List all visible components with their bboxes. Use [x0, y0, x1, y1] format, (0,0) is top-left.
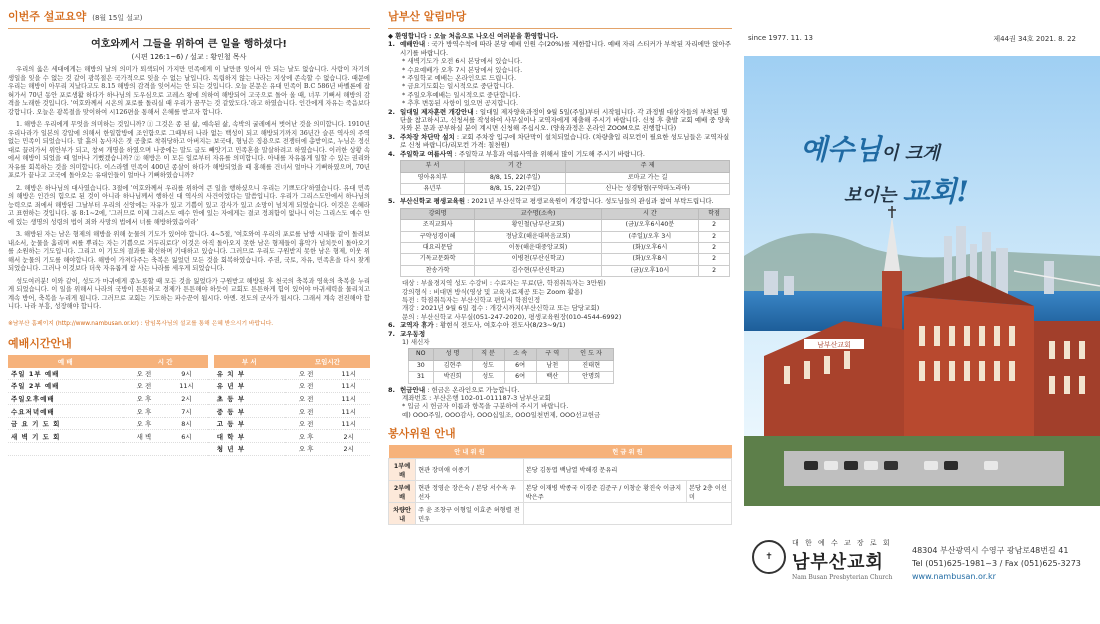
summer-cell: 영아유치부: [401, 172, 465, 183]
course-cell: 황인철(남부산교회): [475, 220, 601, 231]
notice-text: : 국가 방역수칙에 따라 본당 예배 인원 수(20%)를 제한합니다. 예배 자리 스티커가 부착된 자리에만 앉아주시기를 바랍니다.: [400, 40, 732, 57]
worship-time: 9시: [165, 368, 208, 380]
course-cell: 이병천(부산신학교): [475, 254, 601, 265]
course-cell: 조직교회사: [401, 220, 475, 231]
family-cell: 남천: [536, 360, 568, 371]
notices-column: [388, 8, 732, 620]
notice-item: [388, 150, 732, 158]
sermon-title: 여호와께서 그들을 위하여 큰 일을 행하셨다!: [91, 39, 287, 50]
family-cell: 김현주: [433, 360, 472, 371]
course-row: [401, 265, 730, 276]
summer-head-cell: 주 제: [566, 161, 730, 172]
notice-subline: * 추후 변동된 사항이 있으면 공지합니다.: [402, 99, 519, 108]
service-offering: 본당 이재병 박종국 이경준 김준구 / 이창순 황진숙 이금지 박은주: [523, 481, 686, 503]
worship-service: 금 요 기 도 회: [8, 417, 123, 430]
service-label: 2부예배: [389, 481, 416, 503]
notice-title: 교우동정: [400, 329, 426, 338]
divider: [8, 28, 370, 29]
family-cell: 안명희: [568, 372, 614, 383]
notices-body: [388, 32, 732, 419]
worship-time: 2시: [165, 392, 208, 405]
family-cell: 진태현: [568, 360, 614, 371]
notice-number: 3.: [388, 132, 395, 141]
notice-number: 5.: [388, 197, 395, 206]
worship-head-time: 시 간: [123, 355, 208, 368]
offering-line: 계좌번호 : 부산은행 102-01-011187-3 남부산교회: [402, 394, 551, 403]
dept-ampm: 오 전: [285, 405, 328, 418]
notice-subline: * 새벽기도가 오전 6시 본당에서 있습니다.: [402, 57, 523, 66]
service-head-guide: 안 내 위 원: [416, 445, 524, 459]
service-team-table: [388, 445, 732, 525]
notice-item: [388, 133, 732, 150]
slogan-small-2: 보이는: [844, 185, 903, 206]
family-head-cell: 인 도 자: [568, 349, 614, 360]
family-table: [408, 348, 614, 383]
service-row: [389, 459, 732, 481]
sermon-header: [8, 8, 370, 24]
notice-number: 6.: [388, 321, 395, 330]
dept-time: 11시: [327, 405, 370, 418]
dept-ampm: 오 후: [285, 430, 328, 443]
worship-head-service: 예 배: [8, 355, 123, 368]
summer-cell: 8/8, 15, 22(주일): [464, 183, 565, 194]
course-cell: 정남호(해운대복음교회): [475, 231, 601, 242]
issue-label: 제44권 34호 2021. 8. 22: [993, 35, 1076, 43]
divider: [388, 28, 732, 29]
sermon-paragraph: 1. 해방은 우리에게 무엇을 의미하는 것입니까? ① 그것은 종 된 삶, 예속된 삶, 속박의 굴레에서 벗어난 것을 의미합니다. 1910년 우리나라가 일본의 강압에 의해서 한일합방에 조인함으로 그때부터 나라 없는 백성이 되고 해방되기까지 36년간 슬픈 역사의 주역 없는 민족이 되었습니다. 말 흙의 농사자은 겻 공출로 착취당하고 아버지는 보국대, 형님은 징용으로 전쟁터에 총받이로, 누님은 정신대로 끌려가서 위안부가 되고, 창씨 개명을 하였으며 나중에는 말도 글도 빼앗기고 민족혼을 말살하려고 하였습니다. 이러한 상황 속에서 해방이 되었을 때 얼마나 기뻤겠습니까? ② 해방은 이 모든 일로부터 자유를 의미합니다. 아내를 자유롭게 일할 수 있는 권리와 자유를 회복하는 것을 의미합니다. 이스라엘 민족이 400년 종살이 하다가 해방되었을 때 홍해를 건너서 얼마나 기뻐하였으며, 70년 포로가 끝나고 고국에 돌아오는 유대인들이 얼마나 기뻐하였습니까?: [8, 121, 370, 179]
worship-service: 주일 2부 예배: [8, 380, 123, 393]
notice-text: : 2021년 부산신학교 평생교육원이 개강합니다. 성도님들의 관심과 참여 부탁드립니다.: [467, 197, 714, 206]
worship-time: [165, 443, 208, 456]
service-offering: 본당 김동엽 백남열 박해경 문유리: [523, 459, 731, 481]
course-cell: 2: [699, 265, 730, 276]
summer-cell: 8/8, 15, 22(주일): [464, 172, 565, 183]
family-cell: 31: [409, 372, 434, 383]
worship-service: 새 벽 기 도 회: [8, 430, 123, 443]
cover-footer: [736, 532, 1100, 624]
offering-lines: [388, 394, 732, 419]
summer-row: [401, 172, 730, 183]
notice-item-5: [388, 197, 732, 205]
course-cell: 찬송가학: [401, 265, 475, 276]
dept-ampm: 오 전: [285, 368, 328, 380]
notice-body: [400, 133, 732, 150]
course-row: [401, 242, 730, 253]
notice-body: [400, 40, 732, 57]
service-team-rows: [389, 459, 732, 525]
course-cell: 대요리문답: [401, 242, 475, 253]
service-guides: 현관 정영순 장은숙 / 본당 서수옥 우선자: [416, 481, 524, 503]
sermon-paragraph: 우리의 옳은 세대에게는 해방의 날의 의미가 퇴색되어 가지만 민족에게 이 날만큼 잊어서 안 되는 날도 없습니다. 사람이 자기의 생일을 잊을 수 없는 것 같이 광복절은 국가적으로 잊을 수 없는 날입니다. 독립하지 않는 나라는 지상에 존속할 수 없습니다. 때문에 우리는 해방이 아무리 지났다고도 8.15 해방의 감격을 잊어서는 안 되는 것입니다. 오늘 본문은 유대 민족이 B.C 586년 바벨론에 잡혀가서 70년 동안 포로생활 하다가 하나님의 도우심으로 고레스 왕에 의하여 해방되어 고국으로 돌아 올 때, 너무 기뻐서 해방의 감격을 노래한 것입니다. '여호와께서 시온의 포로를 돌리실 때 우리가 꿈꾸는 것 같았도다.'라고 하였습니다. 인간에게 자유는 죽음보다 강합니다. 오늘은 광복절을 맞이하여 시126편을 통해서 은혜를 받고자 합니다.: [8, 66, 370, 116]
notice-text: : 황현식 전도사, 여호수아 전도사(8/23~9/1): [435, 321, 566, 330]
sermon-paragraph: 2. 해방은 하나님의 대사였습니다. 3절에 '여호와께서 우리를 위하여 큰 일을 행하셨으니 우리는 기쁘도다'하였습니다. 유대 민족의 해방은 인간의 힘으로 된 것이 아니라 하나님께서 행하신 대 역사의 사건이었다는 말씀입니다. 우리가 그리스도안에서 하나님의 능력으로 죄에서 해방된 그날부터 우리의 신앙에는 자유가 있고 기쁨이 있고 감사가 있고 소망이 넘치게 되었습니다. 이것은 은혜라고 표현하는 것입니다. 롬 8:1~2에, '그러므로 이제 그리스도 예수 안에 있는 자에게는 결코 정죄함이 없나니 이는 그리스도 예수 안에 있는 생명의 성령의 법이 죄와 사망의 법에서 너를 해방하였음이라': [8, 184, 370, 226]
notice-number: 1.: [388, 40, 395, 49]
family-cell: 성도: [472, 360, 504, 371]
notice-items: [388, 40, 732, 158]
worship-table: [8, 355, 370, 456]
notice-item: [388, 40, 732, 57]
dept-ampm: 오 전: [285, 417, 328, 430]
sermon-paragraph: 성도여러분! 이와 같이, 성도가 마귀에게 종노릇할 때 모든 것을 잃었다가 구원받고 해방된 후 천국의 축복과 영육의 축복을 누리게 되었습니다. 이 일을 위해서 나라의 국방이 튼튼하고 경제가 튼튼해야 하듯이 교회도 튼튼하게 힘이 있어야 마귀세력을 물리치고 계속 방어, 축복을 누리게 됩니다. 그러므로 교회는 기도하는 파수꾼이 됩시다. 아멘. 전도의 군사가 됩시다. 그래서 계속 전진해야 합니다. 나라 부흥, 성장해야 합니다.: [8, 277, 370, 310]
dept-ampm: 오 전: [285, 392, 328, 405]
course-cell: 2: [699, 231, 730, 242]
notice-body: [400, 150, 645, 158]
notice-title: 예배안내: [400, 40, 426, 49]
church-name: 남부산교회: [792, 552, 884, 573]
dept-time: 11시: [327, 380, 370, 393]
dept-name: 유 년 부: [214, 380, 285, 393]
course-cell: (주일)/오후 3시: [601, 231, 698, 242]
course-cell: 2: [699, 242, 730, 253]
course-cell: 이동(해운대중앙교회): [475, 242, 601, 253]
notice-number: 7.: [388, 329, 395, 338]
course-cell: (금)/오후6시40분: [601, 220, 698, 231]
notice-number: 4.: [388, 149, 395, 158]
worship-row: [8, 430, 370, 443]
worship-service: [8, 443, 123, 456]
notice-title: 주일학교 여름사역: [400, 149, 453, 158]
family-head-cell: 소 속: [504, 349, 536, 360]
worship-row: [8, 443, 370, 456]
worship-ampm: 오 후: [123, 405, 166, 418]
worship-row: [8, 417, 370, 430]
family-cell: 백산: [536, 372, 568, 383]
summer-head-cell: 기 간: [464, 161, 565, 172]
course-note-line: 강의형식 : 비대면 방식(영상 및 교육자료제공 또는 Zoom 활용): [402, 287, 583, 296]
summer-cell: 로마교 가는 길: [566, 172, 730, 183]
service-extra: 본당 2층 이선미: [687, 481, 732, 503]
service-guides: 현관 장미애 이종기: [416, 459, 524, 481]
service-team-title: 봉사위원 안내: [388, 427, 456, 441]
worship-head-gathering: 모임시간: [285, 355, 370, 368]
sermon-column: [8, 8, 370, 620]
denomination-label: 대 한 예 수 교 장 로 회: [792, 539, 892, 547]
family-cell: 성도: [472, 372, 504, 383]
sermon-date-note: (8월 15일 설교): [92, 14, 143, 22]
notice-subline: * 주일오후예배는 일시적으로 중단합니다.: [402, 90, 521, 99]
worship-rows: [8, 368, 370, 456]
notice-title: 교역자 휴가: [400, 321, 434, 330]
service-offering: [523, 503, 731, 525]
notice-text: : 주일학교 부흥과 여름사역을 위해서 많이 기도해 주시기 바랍니다.: [452, 149, 645, 158]
slogan-small-1: 이 크게: [881, 143, 940, 164]
notice-title: 헌금안내: [400, 385, 426, 394]
notice-number: 8.: [388, 385, 395, 394]
notice-title: 주차장 차단막 설치: [400, 132, 455, 141]
dept-time: 11시: [327, 417, 370, 430]
worship-service: 주일 1부 예배: [8, 368, 123, 380]
course-notes: [388, 279, 732, 321]
notice-item-7: [388, 330, 732, 338]
notice-item: [388, 108, 732, 133]
worship-ampm: [123, 443, 166, 456]
worship-ampm: 오 후: [123, 392, 166, 405]
course-head-cell: 학점: [699, 208, 730, 219]
cover-hero-image: [744, 56, 1100, 506]
notice-title: 부산신학교 평생교육원: [400, 197, 466, 206]
worship-row: [8, 405, 370, 418]
service-row: [389, 481, 732, 503]
offering-line: * 입금 시 헌금자 이름과 항목을 구분하여 주시기 바랍니다.: [402, 402, 569, 411]
summer-table: [400, 160, 730, 195]
church-illustration: [744, 56, 1100, 506]
family-label: 1) 새신자: [402, 338, 430, 346]
dept-name: 초 등 부: [214, 392, 285, 405]
worship-row: [8, 368, 370, 380]
course-head-cell: 교수명(소속): [475, 208, 601, 219]
family-head-cell: 직 분: [472, 349, 504, 360]
family-cell: 박진희: [433, 372, 472, 383]
notice-text: : 헌금은 온라인으로 가능합니다.: [427, 385, 520, 394]
cover-date-line: [736, 0, 1100, 44]
worship-row: [8, 392, 370, 405]
summer-head-row: [401, 161, 730, 172]
family-cell: 6여: [504, 360, 536, 371]
summer-cell: 유년부: [401, 183, 465, 194]
family-cell: 30: [409, 360, 434, 371]
course-row: [401, 220, 730, 231]
worship-ampm: 오 후: [123, 417, 166, 430]
slogan-big-2: 교회!: [902, 175, 969, 208]
notice-subline: * 금요기도회는 일시적으로 중단합니다.: [402, 82, 514, 91]
service-guides: 주 윤 조창구 이형일 이효준 허형렬 전민우: [416, 503, 524, 525]
worship-row: [8, 380, 370, 393]
church-address: 48304 부산광역시 수영구 광남로48번길 41: [912, 546, 1069, 555]
course-cell: 2: [699, 254, 730, 265]
course-cell: 2: [699, 220, 730, 231]
homepage-note[interactable]: ※남부산 홈페이지 (http://www.nambusan.or.kr) : 담임목사님의 설교를 통해 은혜 받으시기 바랍니다.: [8, 320, 274, 327]
dept-name: 청 년 부: [214, 443, 285, 456]
worship-time: 11시: [165, 380, 208, 393]
church-english-name: Nam Busan Presbyterian Church: [792, 574, 893, 581]
notice-item-8: [388, 386, 732, 394]
sermon-section-title: 이번주 설교요약: [8, 10, 87, 23]
worship-service: 수요저녁예배: [8, 405, 123, 418]
dept-time: 2시: [327, 443, 370, 456]
cover-column: [736, 0, 1100, 624]
worship-ampm: 오 전: [123, 380, 166, 393]
worship-ampm: 새 벽: [123, 430, 166, 443]
notice-subline: * 수요예배가 오후 7시 본당에서 있습니다.: [402, 65, 523, 74]
course-note-line: 대상 : 부울경지역 성도 수강비 : 수료자는 무료(단, 학점취득자는 3만원): [402, 279, 606, 288]
course-cell: (금)/오후10시: [601, 265, 698, 276]
church-seal-icon: ✝: [752, 540, 786, 574]
sermon-paragraph: 3. 해방된 자는 남은 형제의 해방을 위해 눈물의 기도가 있어야 합니다. 4~5절, '여호와여 우리의 포로를 남방 시내들 같이 돌려보내소서, 눈물을 흘리며 씨를 뿌리는 자는 기쁨으로 거두리로다' 이것은 아직 돌아오지 못한 남은 형제들이 흉악가 넘치듯이 돌아오기를 소원하는 기도입니다. 그리고 이 기도의 결과를 확신하며 기대하고 있습니다. 그러므로 우리도 구원받지 못한 남은 형제, 이웃 위해서 눈물의 기도를 해야합니다. 해방이 가져다주는 축복은 잃었던 모든 것을 회복하였습니다. 주권, 국토, 자유, 민족혼을 다시 찾게 되었습니다. 그러나 이것보다 더욱 자유롭게 참 사는 나라를 세우게 되었습니다.: [8, 231, 370, 272]
course-cell: (화)/오후6시: [601, 242, 698, 253]
course-cell: (화)/오후8시: [601, 254, 698, 265]
summer-head-cell: 부 서: [401, 161, 465, 172]
courses-table: [400, 208, 730, 277]
service-label: 1부예배: [389, 459, 416, 481]
sermon-reference: (시편 126:1~6) / 설교 : 황인철 목사: [131, 53, 247, 61]
course-row: [401, 254, 730, 265]
family-cell: 6여: [504, 372, 536, 383]
family-row: [409, 360, 614, 371]
course-cell: 구약성경이해: [401, 231, 475, 242]
course-row: [401, 231, 730, 242]
since-label: since 1977. 11. 13: [748, 34, 813, 42]
family-row: [409, 372, 614, 383]
worship-head-dept: 부 서: [214, 355, 285, 368]
course-cell: 기독교문화학: [401, 254, 475, 265]
worship-ampm: 오 전: [123, 368, 166, 380]
dept-time: 2시: [327, 430, 370, 443]
worship-time: 6시: [165, 430, 208, 443]
course-note-line: 개강 : 2021년 9월 6일 접수 : 개강시까지(부산신학교 또는 담당교회): [402, 304, 600, 313]
slogan-line-2: [844, 170, 969, 210]
summer-row: [401, 183, 730, 194]
worship-section-title: 예배시간안내: [8, 336, 72, 350]
course-note-line: 특전 : 학점취득자는 부산신학교 편입시 학점인정: [402, 295, 541, 304]
slogan-line-1: [800, 128, 940, 168]
family-head-cell: NO: [409, 349, 434, 360]
course-head-cell: 강의명: [401, 208, 475, 219]
course-note-line: 문의 : 부산신학교 사무실(051-247-2020), 평생교육원장(010-4544-6992): [402, 312, 622, 321]
notice-item-6: [388, 321, 732, 329]
worship-time: 8시: [165, 417, 208, 430]
notice-text: : 일대일 제자양육과정이 9월 5일(주일)부터 시작됩니다. 각 과정별 대상자들의 부착된 명단을 참고하시고, 신청서를 작성하여 사무실이나 교역자에게 제출해 주시기 바랍니다. 신청 후 출발 교회 예배 중 양육자와 본 문과 공부하실 분이 계시면 신청해 주십시오. (양육과정은 온라인 ZOOM으로 진행합니다): [400, 107, 731, 133]
church-logo: [792, 538, 892, 581]
worship-time: 7시: [165, 405, 208, 418]
notice-number: 2.: [388, 107, 395, 116]
church-sign: 남부산교회: [817, 341, 851, 349]
worship-service: 주일오후예배: [8, 392, 123, 405]
dept-ampm: 오 후: [285, 443, 328, 456]
dept-name: 대 학 부: [214, 430, 285, 443]
service-head-offering: 헌 금 위 원: [523, 445, 731, 459]
course-head-cell: 시 간: [601, 208, 698, 219]
dept-ampm: 오 전: [285, 380, 328, 393]
dept-time: 11시: [327, 392, 370, 405]
notice-body: [400, 108, 732, 133]
church-website-link[interactable]: www.nambusan.or.kr: [912, 572, 996, 581]
notice-subline: * 주일학교 예배는 온라인으로 드립니다.: [402, 74, 517, 83]
service-row: [389, 503, 732, 525]
church-phone: Tel (051)625-1981~3 / Fax (051)625-3273: [912, 559, 1081, 568]
dept-name: 유 치 부: [214, 368, 285, 380]
offering-line: 예) OOO주일, OOO감사, OOO십일조, OOO일천번제, OOO선교헌금: [402, 410, 601, 419]
summer-cell: 신나는 성경탐험(구약파노라마): [566, 183, 730, 194]
family-head-cell: 구 역: [536, 349, 568, 360]
service-label: 차량안내: [389, 503, 416, 525]
dept-name: 고 등 부: [214, 417, 285, 430]
notice-text: : 교회 주차장 입구에 차단막이 설치되었습니다. (차량출입 리모컨이 필요한 성도님들은 교역자실로 신청 바랍니다/리모컨 가격: 칠천원): [400, 132, 730, 150]
dept-time: 11시: [327, 368, 370, 380]
welcome-line: ◆ 환영합니다 : 오늘 처음으로 나오신 여러분을 환영합니다.: [388, 32, 559, 40]
notice-title: 일대일 제자훈련 개강안내: [400, 107, 474, 116]
course-head-row: [401, 208, 730, 219]
family-head-cell: 성 명: [433, 349, 472, 360]
family-head-row: [409, 349, 614, 360]
notices-section-title: 남부산 알림마당: [388, 10, 467, 23]
contact-block: [912, 544, 1081, 583]
dept-name: 중 등 부: [214, 405, 285, 418]
slogan-big-1: 예수님: [800, 133, 882, 166]
course-cell: 김수현(부산신학교): [475, 265, 601, 276]
